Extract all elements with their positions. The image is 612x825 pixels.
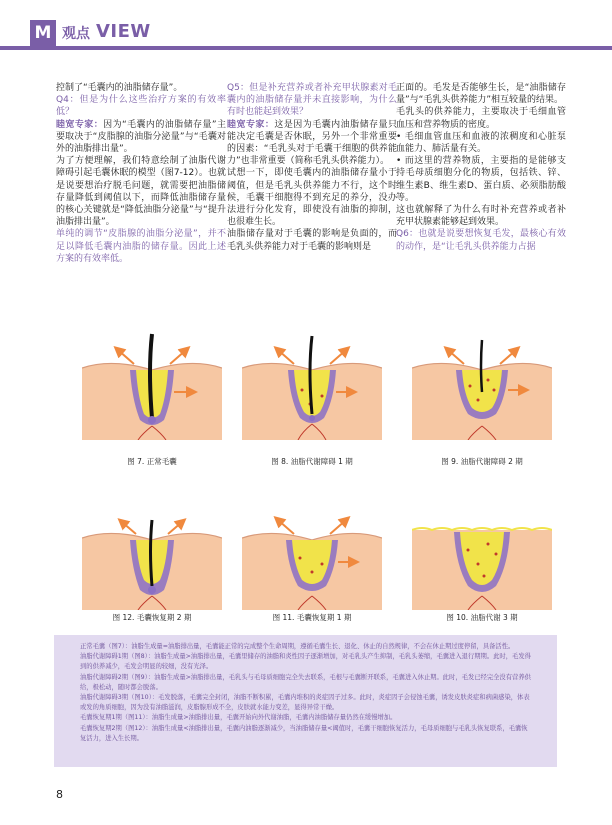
page-header: [0, 0, 612, 52]
section-title-en: VIEW: [96, 21, 151, 42]
answer-a5: [227, 119, 397, 168]
question-q5: Q5：但是补充营养或者补充甲状腺素对毛囊内的油脂储存量并未直接影响，为什么有时也能起到效果？: [227, 83, 397, 118]
note-item: 毛囊恢复期1期（图11）：油脂生成量>油脂排出量，毛囊开始向外代谢油脂，毛囊内油脂储存量仍然在缓慢增加。: [80, 714, 397, 722]
note-item: 油脂代谢障碍2期（图9）：油脂生成量>油脂排出量，毛乳头与毛母质细胞完全失去联系，毛根与毛囊断开联系，毛囊进入休止期。此时，毛发已经完全没有营养供给，极松动，随时都会脱落。: [80, 673, 531, 691]
figure-caption: 图 12. 毛囊恢复期 2 期: [112, 613, 192, 622]
figure-normal-follicle: [82, 330, 222, 440]
follicle-illustration: [82, 330, 222, 440]
answer-a4: [56, 119, 226, 156]
follicle-illustration: [412, 330, 552, 440]
figure-recovery-1: [242, 500, 382, 610]
text-column-2: [227, 82, 397, 253]
header-band: [0, 0, 612, 46]
highlight-paragraph: 单纯的调节“皮脂腺的油脂分泌量”，并不足以降低毛囊内油脂的储存量。因此上述方案的有效率低。: [56, 229, 226, 264]
paragraph: 为了方便理解，我们特意绘制了油脂代谢障碍引起毛囊休眠的模型（图7-12）。也就是说要想治疗脱毛问题，就需要把油脂储存量降低到阈值以下，而降低油脂储存量的核心关键就是“降低油脂分泌量”与“提升油脂排出量”。: [56, 156, 226, 228]
figure-caption: 图 11. 毛囊恢复期 1 期: [272, 613, 352, 622]
answer-text: 这是因为毛囊内油脂储存量只能决定毛囊是否休眠，另外一个非常重要的因素：“毛乳头对于毛囊干细胞的供养能力”也非常重要（简称毛乳头供养能力）。: [227, 119, 397, 167]
figure-caption: 图 8. 油脂代谢障碍 1 期: [271, 457, 353, 466]
figure-caption: 图 9. 油脂代谢障碍 2 期: [441, 457, 523, 466]
note-item: 油脂代谢障碍1期（图8）：油脂生成量>油脂排出量，毛囊里储存的油脂和炎性因子逐渐增加，对毛乳头产生抑制，毛乳头萎缩，毛囊进入退行期期。此时，毛发得到的供养减少，毛发会明显的较细，没有光泽。: [80, 653, 531, 671]
section-title-cn: 观点: [62, 26, 90, 42]
follicle-illustration: [82, 500, 222, 610]
paragraph: 正面的。毛发是否能够生长，是“油脂储存量”与“毛乳头供养能力”相互较量的结果。: [396, 83, 566, 106]
figure-oil-disorder-1: [242, 330, 382, 440]
bullet-item: • 毛细血管血压和血液的浓稠度和心脏泵血能力、肺活量有关。: [396, 131, 566, 155]
figure-caption: 图 10. 油脂代谢 3 期: [446, 613, 518, 622]
question-q6: Q6：也就是说要想恢复毛发，最核心有效的动作，是“让毛乳头供养能力占据: [396, 229, 566, 252]
paragraph: 试想一下，即使毛囊内的油脂储存量小于阈值，但是毛乳头供养能力不行，这个时候，毛囊干细胞得不到充足的养分，没办法进行分化发育，即使没有油脂的抑制，也很难生长。: [227, 168, 397, 228]
figure-recovery-2: [82, 500, 222, 610]
section-badge: M: [30, 20, 56, 46]
text-column-3: [396, 82, 566, 253]
paragraph: 这也就解释了为什么有时补充营养或者补充甲状腺素能够起到效果。: [396, 205, 566, 228]
follicle-illustration: [242, 500, 382, 610]
question-q4: Q4：但是为什么这些治疗方案的有效率低？: [56, 95, 226, 118]
follicle-illustration: [412, 500, 552, 610]
note-item: 毛囊恢复期2期（图12）：油脂生成量<油脂排出量，毛囊内油脂逐渐减少，当油脂储存量<阈值时，毛囊干细胞恢复活力，毛母质细胞与毛乳头恢复联系，毛囊恢复活力，进入生长期。: [80, 724, 528, 742]
answer-label: 睦宽专家：: [56, 119, 104, 130]
paragraph: 油脂储存量对于毛囊的影响是负面的，而毛乳头供养能力对于毛囊的影响则是: [227, 229, 397, 252]
bullet-item: • 而这里的营养物质，主要指的是能够支持毛母质细胞分化的物质，包括铁、锌、维生素B、维生素D、蛋白质、必须脂肪酸等。: [396, 156, 566, 203]
header-rule: [0, 46, 612, 50]
text-column-1: [56, 82, 226, 265]
follicle-illustration: [242, 330, 382, 440]
paragraph: 毛乳头的供养能力，主要取决于毛细血管血压和营养物质的密度。: [396, 107, 566, 130]
answer-text: 因为“毛囊内的油脂储存量”主要取决于“皮脂腺的油脂分泌量”与“毛囊对外的油脂排出量”。: [56, 119, 226, 155]
figure-caption: 图 7. 正常毛囊: [127, 457, 177, 466]
page-number: 8: [56, 788, 63, 801]
figure-notes-box: [54, 635, 557, 767]
figure-oil-disorder-3: [412, 500, 552, 610]
paragraph: 控制了“毛囊内的油脂储存量”。: [56, 83, 183, 93]
answer-label: 睦宽专家：: [227, 119, 275, 130]
note-item: 油脂代谢障碍3期（图10）：毛发脱落，毛囊完全封闭，油脂不断积累，毛囊内堆积的炎症因子过多。此时，炎症因子会侵蚀毛囊，诱发皮肤炎症和病菌感染，体表或发的角质细胞，因为没有油脂滋润，皮脂腺形成不全，皮肤就水能力变差，显得异常干燥。: [80, 694, 530, 712]
note-item: 正常毛囊（图7）：油脂生成量=油脂排出量，毛囊能正常的完成整个生命周期，遵循毛囊生长、退化、休止的自然规律，不会在休止期过度停留，具备活性。: [80, 643, 515, 650]
figure-oil-disorder-2: [412, 330, 552, 440]
